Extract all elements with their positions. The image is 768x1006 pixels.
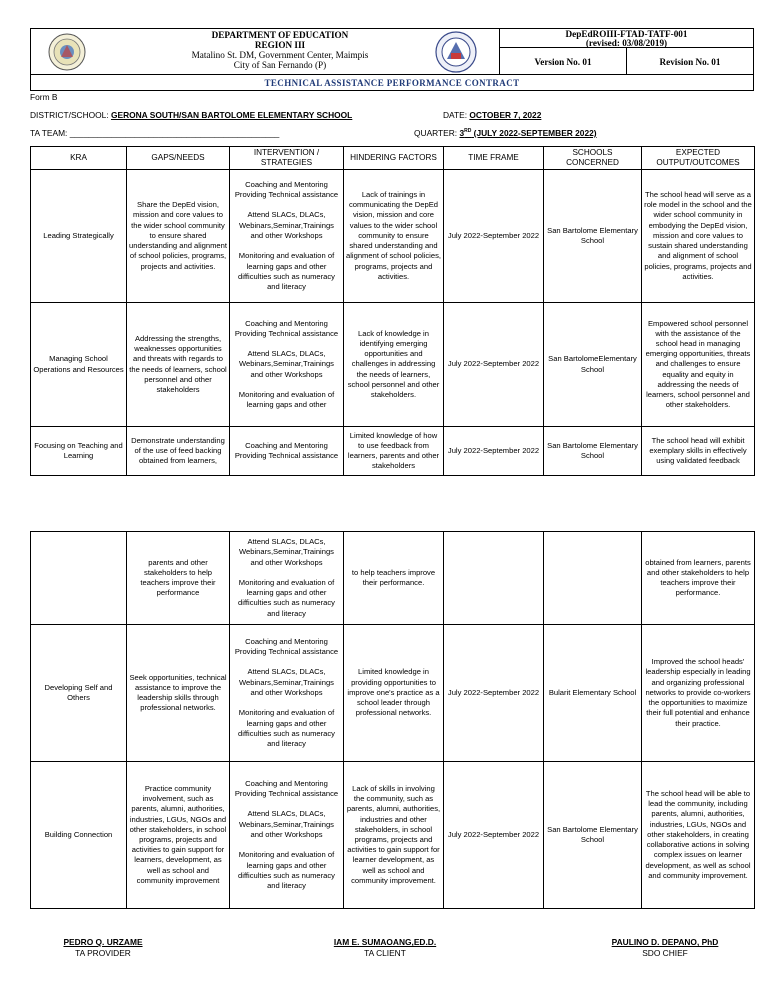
hindering-factors-cell: Lack of knowledge in identifying emerging opportunities and challenges in addressing the needs of learners, school personnel and other stakeholders. <box>344 303 444 427</box>
revised-date: (revised: 03/08/2019) <box>585 38 668 48</box>
district-line <box>30 110 352 120</box>
expected-output-cell: Improved the school heads' leadership especially in leading and organizing professional networks to provide co-workers the opportunities to maximize their full potential and enhance their practice. <box>642 625 755 762</box>
quarter-label: QUARTER: <box>414 128 458 138</box>
gaps-needs-cell: Share the DepEd vision, mission and core values to the wider school community to ensure shared understanding and alignment of school policies, programs, projects and activities. <box>127 170 230 303</box>
intervention-cell: Coaching and Mentoring Providing Technical assistance Attend SLACs, DLACs, Webinars,Seminar,Trainings and other Workshops Monitoring and evaluation of learning gaps and other difficulties such as numeracy and literacy <box>230 625 344 762</box>
time-frame-cell: July 2022-September 2022 <box>444 762 544 909</box>
hindering-factors-cell: Limited knowledge of how to use feedback from learners, parents and other stakeholders <box>344 427 444 476</box>
table-row <box>31 170 755 303</box>
kra-cell: Leading Strategically <box>31 170 127 303</box>
signatory-name: PEDRO Q. URZAME <box>63 937 143 947</box>
revision-no: Revision No. 01 <box>659 57 721 67</box>
gaps-needs-cell: Practice community involvement, such as parents, alumni, authorities, industries, LGUs, NGOs and other stakeholders, in school programs, projects and activities to gain support for learners, development, as well as school and community improvement <box>127 762 230 909</box>
table-row <box>31 625 755 762</box>
table-row <box>31 762 755 909</box>
intervention-cell: Coaching and Mentoring Providing Technical assistance Attend SLACs, DLACs, Webinars,Seminar,Trainings and other Workshops Monitoring and evaluation of learning gaps and other <box>230 303 344 427</box>
hindering-factors-cell: Lack of trainings in communicating the DepEd vision, mission and core values to the wider school community to ensure shared understanding and alignment of school policies, programs, projects and activities. <box>344 170 444 303</box>
expected-output-cell: The school head will be able to lead the community, including parents, alumni, authorities, industries, LGUs, NGOs and other stakeholders, in creating collaborative actions in solving complex issues on learner development, as well as school and community improvement. <box>642 762 755 909</box>
schools-concerned-cell: San BartolomeElementary School <box>544 303 642 427</box>
quarter-number: 3 <box>459 128 465 138</box>
deped-region-seal-icon <box>48 33 86 71</box>
district-value: GERONA SOUTH/SAN BARTOLOME ELEMENTARY SCHOOL <box>110 110 353 120</box>
gaps-needs-cell: Demonstrate understanding of the use of feed backing obtained from learners, <box>127 427 230 476</box>
signatory-ta-provider <box>48 937 158 959</box>
signatory-name: PAULINO D. DEPANO, PhD <box>611 937 719 947</box>
hindering-factors-cell: Lack of skills in involving the community, such as parents, alumni, authorities, industries and other stakeholders, in school programs, projects and activities to gain support for learner development, as well as school and community improvement. <box>344 762 444 909</box>
doc-code-block <box>499 30 754 48</box>
kra-cell <box>31 532 127 625</box>
kra-cell: Managing School Operations and Resources <box>31 303 127 427</box>
hindering-factors-cell: Limited knowledge in providing opportunities to improve one's practice as a school leader through professional networks. <box>344 625 444 762</box>
ta-contract-table-continued <box>30 531 755 909</box>
time-frame-cell: July 2022-September 2022 <box>444 625 544 762</box>
gaps-needs-cell: Seek opportunities, technical assistance to improve the leadership skills through professional networks. <box>127 625 230 762</box>
table-row <box>31 532 755 625</box>
schools-concerned-cell: San Bartolome Elementary School <box>544 762 642 909</box>
signatory-role: TA CLIENT <box>364 948 406 958</box>
kra-cell: Focusing on Teaching and Learning <box>31 427 127 476</box>
intervention-cell: Coaching and Mentoring Providing Technical assistance Attend SLACs, DLACs, Webinars,Seminar,Trainings and other Workshops Monitoring and evaluation of learning gaps and other difficulties such as numeracy and literacy <box>230 170 344 303</box>
document-title: TECHNICAL ASSISTANCE PERFORMANCE CONTRACT <box>264 78 520 88</box>
time-frame-cell: July 2022-September 2022 <box>444 303 544 427</box>
district-label: DISTRICT/SCHOOL: <box>30 110 109 120</box>
header-expected-output: EXPECTED OUTPUT/OUTCOMES <box>642 147 755 170</box>
intervention-cell: Attend SLACs, DLACs, Webinars,Seminar,Trainings and other Workshops Monitoring and evaluation of learning gaps and other difficulties such as numeracy and literacy <box>230 532 344 625</box>
deped-seal-icon <box>435 31 477 73</box>
gaps-needs-cell: Addressing the strengths, weaknesses opportunities and threats with regards to the needs of learners, school personnel and other stakeholders <box>127 303 230 427</box>
signatory-role: SDO CHIEF <box>642 948 688 958</box>
dept-name: DEPARTMENT OF EDUCATION <box>211 30 349 40</box>
table-row <box>31 427 755 476</box>
version-no: Version No. 01 <box>534 57 592 67</box>
signatory-ta-client <box>320 937 450 959</box>
region-name: REGION III <box>254 40 306 50</box>
office-info <box>120 30 440 70</box>
kra-cell: Developing Self and Others <box>31 625 127 762</box>
time-frame-cell <box>444 532 544 625</box>
team-blank: _____________________________________________ <box>69 128 280 138</box>
table-row <box>31 303 755 427</box>
quarter-suffix: RD <box>464 128 472 135</box>
schools-concerned-cell <box>544 532 642 625</box>
ta-contract-table <box>30 146 755 476</box>
header-time-frame: TIME FRAME <box>444 147 544 170</box>
intervention-cell: Coaching and Mentoring Providing Technical assistance Attend SLACs, DLACs, Webinars,Seminar,Trainings and other Workshops Monitoring and evaluation of learning gaps and other difficulties such as numeracy and literacy <box>230 762 344 909</box>
form-label: Form B <box>30 92 58 102</box>
date-value: OCTOBER 7, 2022 <box>469 110 542 120</box>
quarter-line <box>414 128 597 138</box>
expected-output-cell: Empowered school personnel with the assistance of the school head in managing emerging opportunities, threats and challenges to ensure equality and equity in addressing the needs of learners, school personnel and other stakeholders. <box>642 303 755 427</box>
table-header-row <box>31 147 755 170</box>
header-gaps-needs: GAPS/NEEDS <box>127 147 230 170</box>
quarter-value: (JULY 2022-SEPTEMBER 2022) <box>471 128 597 138</box>
header-intervention: INTERVENTION / STRATEGIES <box>230 147 344 170</box>
doc-code: DepEdROIII-FTAD-TATF-001 <box>565 29 688 39</box>
kra-cell: Building Connection <box>31 762 127 909</box>
signatory-sdo-chief <box>590 937 740 959</box>
time-frame-cell: July 2022-September 2022 <box>444 427 544 476</box>
date-line <box>443 110 541 120</box>
signatory-name: IAM E. SUMAOANG,ED.D. <box>333 937 437 947</box>
expected-output-cell: obtained from learners, parents and other stakeholders to help teachers improve their performance. <box>642 532 755 625</box>
gaps-needs-cell: parents and other stakeholders to help teachers improve their performance <box>127 532 230 625</box>
hindering-factors-cell: to help teachers improve their performance. <box>344 532 444 625</box>
time-frame-cell: July 2022-September 2022 <box>444 170 544 303</box>
address-line-2: City of San Fernando (P) <box>233 60 327 70</box>
expected-output-cell: The school head will exhibit exemplary skills in effectively using validated feedback <box>642 427 755 476</box>
team-label: TA TEAM: <box>30 128 68 138</box>
intervention-cell: Coaching and Mentoring Providing Technical assistance <box>230 427 344 476</box>
address-line-1: Matalino St. DM, Government Center, Maimpis <box>191 50 369 60</box>
header-hindering-factors: HINDERING FACTORS <box>344 147 444 170</box>
date-label: DATE: <box>443 110 468 120</box>
schools-concerned-cell: San Bartolome Elementary School <box>544 170 642 303</box>
schools-concerned-cell: San Bartolome Elementary School <box>544 427 642 476</box>
expected-output-cell: The school head will serve as a role model in the school and the wider school community in embodying the DepEd vision, mission and core values to sustain shared understanding and alignment of school policies, programs, projects and activities. <box>642 170 755 303</box>
signatory-role: TA PROVIDER <box>75 948 131 958</box>
team-line <box>30 128 279 138</box>
header-schools-concerned: SCHOOLS CONCERNED <box>544 147 642 170</box>
header-kra: KRA <box>31 147 127 170</box>
schools-concerned-cell: Bularit Elementary School <box>544 625 642 762</box>
